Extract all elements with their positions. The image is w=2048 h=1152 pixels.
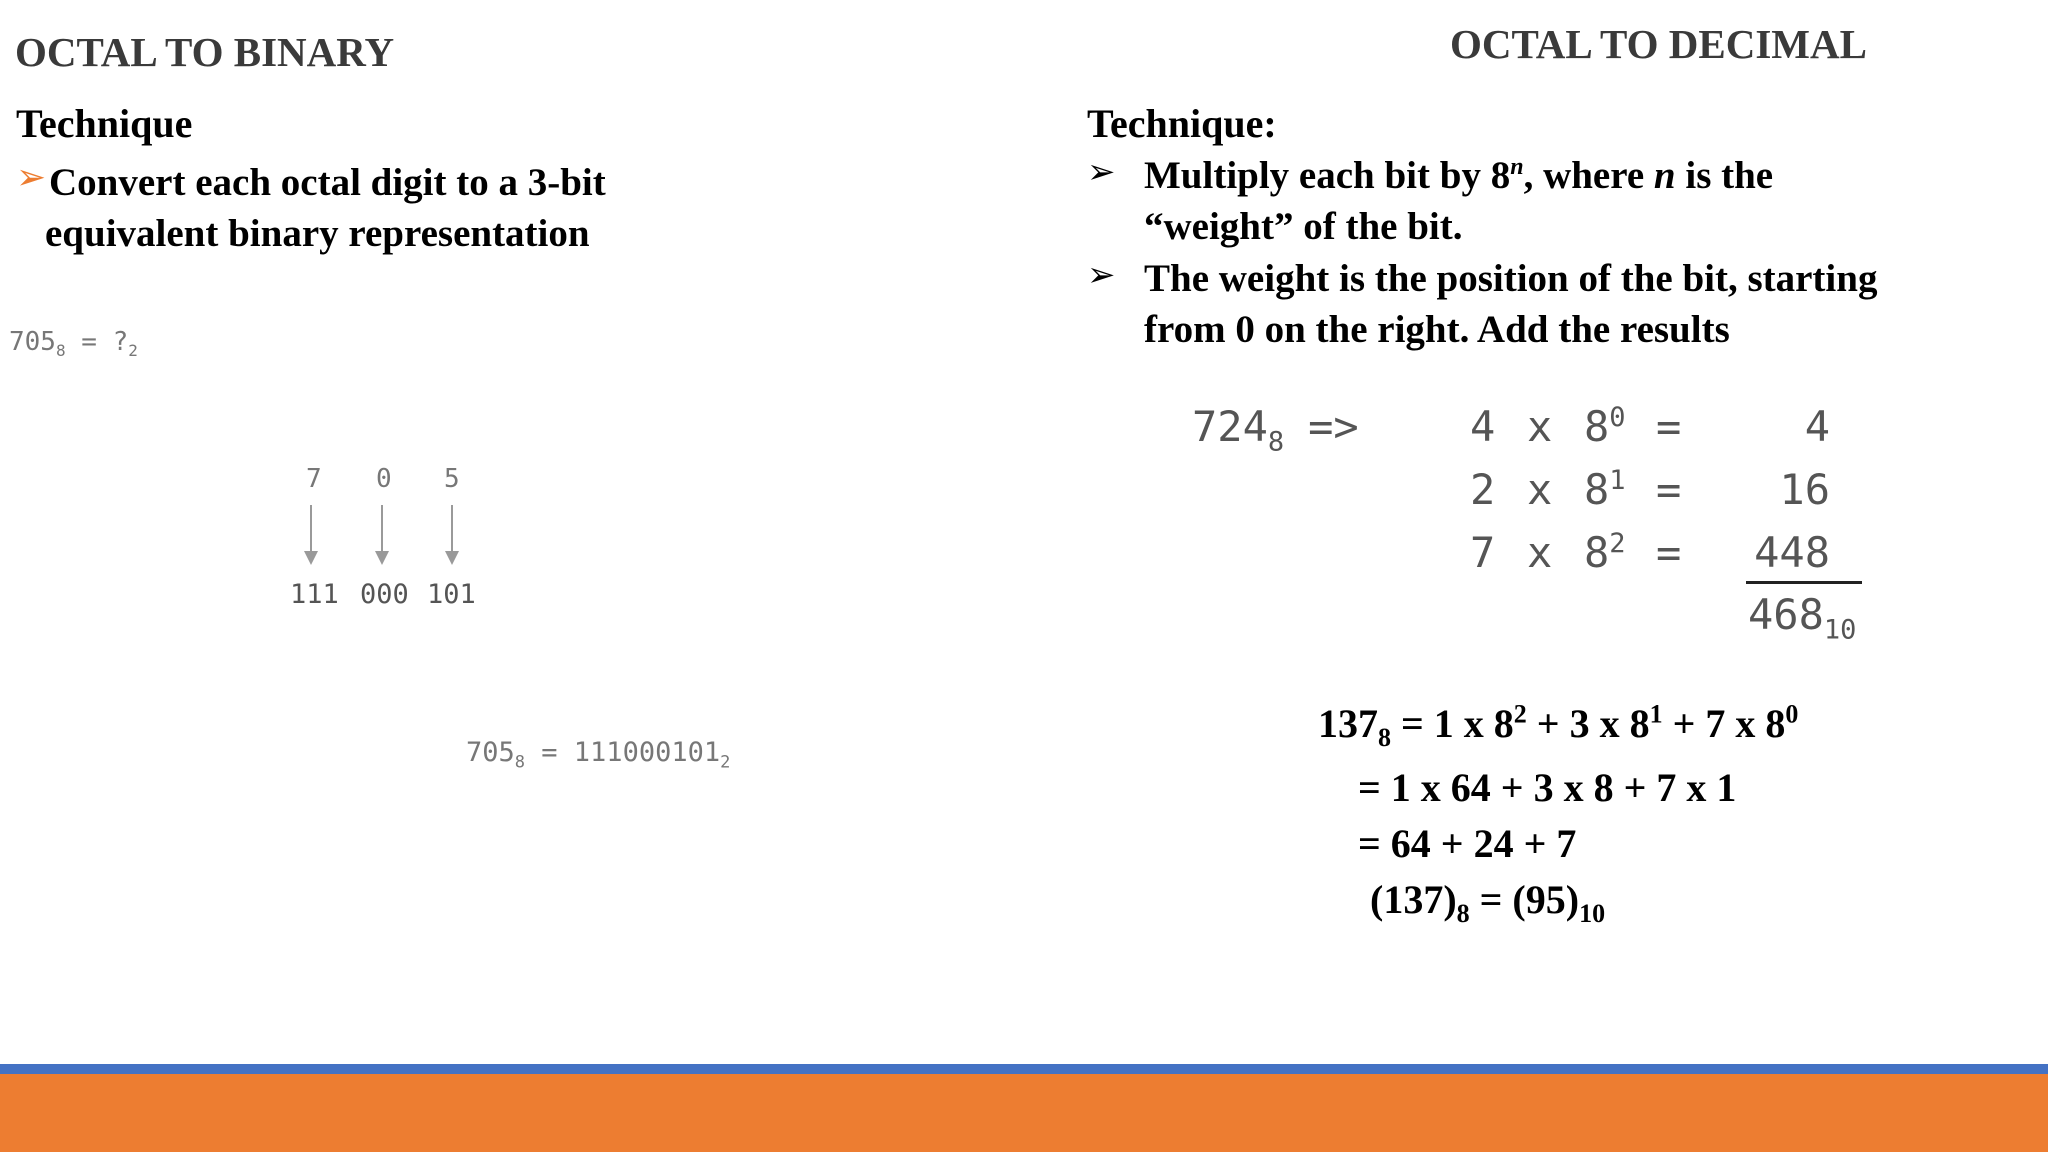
- equation-line-1: $137_8 = 1$ x $8^2 + 3$ x $8^1 + 7$ x $8^0$: [1318, 699, 1799, 752]
- down-arrow-icon: [310, 505, 312, 551]
- right-bullet-1-line1: Multiply each bit by 8$^n$, where n is the: [1144, 154, 1774, 197]
- arrow-bullet-icon: ➢: [16, 157, 47, 198]
- right-bullet-1-line2: “weight” of the bit.: [1144, 205, 1463, 248]
- binary-group: 000: [360, 579, 409, 610]
- row-times: x: [1527, 465, 1553, 514]
- down-arrow-head-icon: [304, 551, 318, 565]
- example-number: $724_8$ =>: [1192, 402, 1359, 458]
- equation-line-3: = 64 + 24 + 7: [1358, 821, 1577, 866]
- left-bullet-line1: Convert each octal digit to a 3-bit: [49, 161, 606, 204]
- right-title: OCTAL TO DECIMAL: [1450, 21, 1867, 67]
- row-digit: 2: [1470, 465, 1496, 514]
- row-equals: =: [1656, 528, 1682, 577]
- down-arrow-head-icon: [445, 551, 459, 565]
- row-power: $8^1$: [1584, 465, 1626, 514]
- footer-orange-band: [0, 1074, 2048, 1152]
- row-digit: 4: [1470, 402, 1496, 451]
- left-title: OCTAL TO BINARY: [15, 29, 395, 75]
- footer-blue-band: [0, 1064, 2048, 1074]
- equation-line-4: $(137)_8 = (95)_{10}$: [1370, 877, 1606, 928]
- row-equals: =: [1656, 465, 1682, 514]
- down-arrow-head-icon: [375, 551, 389, 565]
- row-value: 448: [1754, 528, 1830, 577]
- right-technique-label: Technique:: [1087, 101, 1277, 146]
- octal-digit: 0: [376, 464, 392, 494]
- octal-question: $705_8$ = $?_2$: [9, 327, 138, 361]
- arrow-bullet-icon: ➢: [1087, 152, 1116, 192]
- row-value: 4: [1804, 402, 1830, 451]
- arrow-bullet-icon: ➢: [1087, 255, 1116, 295]
- sum-total: $468_{10}$: [1748, 590, 1857, 646]
- row-power: $8^2$: [1584, 528, 1626, 577]
- right-bullet-2-line2: from 0 on the right. Add the results: [1144, 308, 1730, 351]
- octal-binary-result: $705_8 = 111000101_2$: [466, 737, 731, 773]
- right-bullet-2: [1087, 253, 1947, 355]
- down-arrow-icon: [381, 505, 383, 551]
- right-bullet-2-line1: The weight is the position of the bit, starting: [1144, 257, 1878, 300]
- left-bullet: [16, 157, 716, 259]
- right-bullet-1: [1087, 150, 1947, 252]
- octal-digit: 5: [444, 464, 460, 494]
- down-arrow-icon: [451, 505, 453, 551]
- row-power: $8^0$: [1584, 402, 1626, 451]
- octal-digit: 7: [306, 464, 322, 494]
- binary-group: 111: [290, 579, 339, 610]
- row-equals: =: [1656, 402, 1682, 451]
- binary-group: 101: [427, 579, 476, 610]
- left-technique-label: Technique: [16, 101, 193, 146]
- row-times: x: [1527, 402, 1553, 451]
- row-value: 16: [1779, 465, 1830, 514]
- sum-divider: [1746, 581, 1862, 584]
- row-digit: 7: [1470, 528, 1496, 577]
- equation-line-2: = 1 x 64 + 3 x 8 + 7 x 1: [1358, 765, 1737, 810]
- left-bullet-line2: equivalent binary representation: [45, 212, 590, 255]
- row-times: x: [1527, 528, 1553, 577]
